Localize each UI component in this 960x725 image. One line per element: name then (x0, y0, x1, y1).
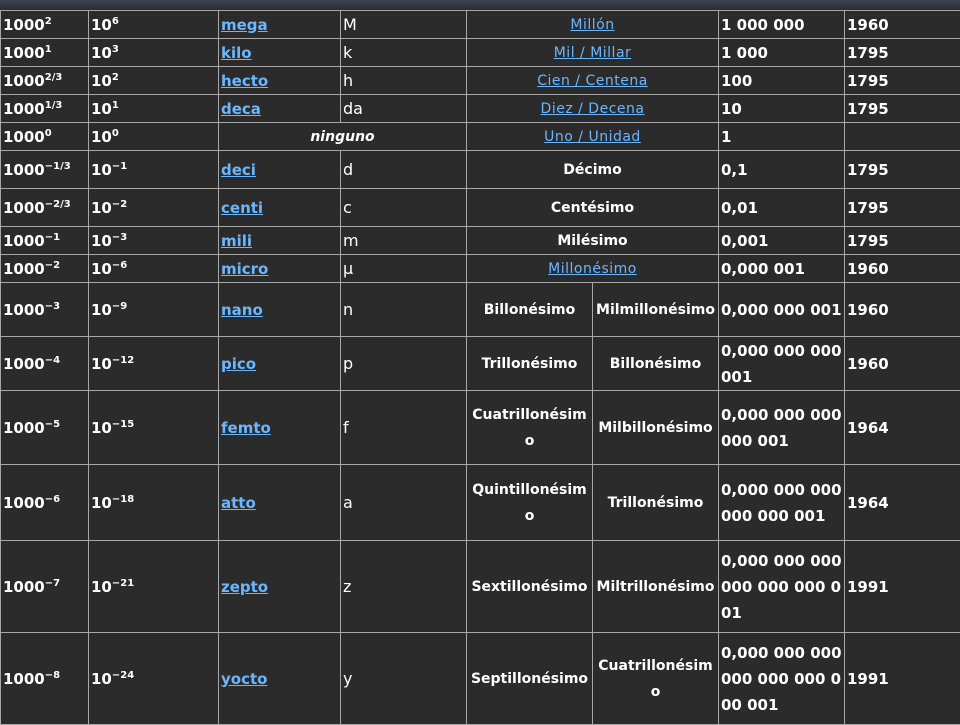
base-1000-cell (1, 189, 89, 227)
base-number: 1000 (3, 100, 45, 118)
prefix-link[interactable]: mega (221, 16, 268, 34)
prefix-link[interactable]: zepto (221, 578, 268, 596)
long-scale-cell: Milmillonésimo (593, 283, 719, 337)
decimal-value-cell: 10 (719, 95, 845, 123)
prefix-cell (219, 11, 341, 39)
prefix-link[interactable]: hecto (221, 72, 268, 90)
symbol-cell: da (341, 95, 467, 123)
power-exponent: −2 (112, 199, 127, 210)
base-1000-cell (1, 541, 89, 633)
short-scale-cell (467, 255, 719, 283)
prefix-link[interactable]: nano (221, 301, 263, 319)
table-row (1, 123, 960, 151)
short-scale-cell (467, 465, 593, 541)
top-bar (0, 0, 960, 10)
short-scale-cell (467, 337, 593, 391)
base-1000-cell (1, 227, 89, 255)
decimal-value-cell: 0,000 000 000 000 000 000 000 001 (719, 633, 845, 725)
prefix-cell (219, 95, 341, 123)
prefix-cell (219, 633, 341, 725)
power-exponent: −3 (112, 232, 127, 243)
table-row (1, 189, 960, 227)
base-exponent: −6 (45, 494, 60, 505)
base-exponent: −8 (45, 670, 60, 681)
short-scale-cell (467, 123, 719, 151)
base-number: 1000 (3, 199, 45, 217)
power-of-ten-cell (89, 391, 219, 465)
power-base: 10 (91, 578, 112, 596)
short-scale-link[interactable]: Diez / Decena (541, 101, 645, 117)
prefix-cell (219, 541, 341, 633)
base-1000-cell (1, 123, 89, 151)
adoption-year-cell: 1991 (845, 541, 960, 633)
base-exponent: 2/3 (45, 72, 63, 83)
short-scale-cell (467, 189, 719, 227)
adoption-year-cell: 1795 (845, 151, 960, 189)
table-row (1, 391, 960, 465)
prefix-cell (219, 283, 341, 337)
prefix-cell (219, 391, 341, 465)
long-scale-cell: Cuatrillonésimo (593, 633, 719, 725)
base-number: 1000 (3, 670, 45, 688)
table-row (1, 633, 960, 725)
power-exponent: −21 (112, 578, 134, 589)
base-exponent: −3 (45, 301, 60, 312)
decimal-value-cell: 1 (719, 123, 845, 151)
power-base: 10 (91, 72, 112, 90)
power-of-ten-cell (89, 255, 219, 283)
power-of-ten-cell (89, 151, 219, 189)
adoption-year-cell: 1991 (845, 633, 960, 725)
prefix-cell (219, 337, 341, 391)
prefix-link[interactable]: deca (221, 100, 261, 118)
long-scale-cell: Trillonésimo (593, 465, 719, 541)
power-of-ten-cell (89, 541, 219, 633)
prefix-link[interactable]: yocto (221, 670, 267, 688)
power-of-ten-cell (89, 337, 219, 391)
symbol-cell: d (341, 151, 467, 189)
decimal-value-cell: 100 (719, 67, 845, 95)
power-exponent: −12 (112, 355, 134, 366)
power-of-ten-cell (89, 11, 219, 39)
base-exponent: −2 (45, 260, 60, 271)
power-exponent: 0 (112, 128, 119, 139)
decimal-value-cell: 0,000 001 (719, 255, 845, 283)
table-row (1, 11, 960, 39)
adoption-year-cell: 1795 (845, 39, 960, 67)
power-base: 10 (91, 670, 112, 688)
short-scale-cell (467, 95, 719, 123)
base-1000-cell (1, 465, 89, 541)
short-scale-name: Septillonésimo (471, 671, 588, 687)
power-exponent: 3 (112, 44, 119, 55)
symbol-cell: y (341, 633, 467, 725)
decimal-value-cell: 0,000 000 000 000 000 000 001 (719, 541, 845, 633)
short-scale-name: Milésimo (557, 233, 627, 249)
short-scale-name: Billonésimo (484, 302, 576, 318)
prefix-cell (219, 39, 341, 67)
short-scale-cell (467, 227, 719, 255)
base-number: 1000 (3, 44, 45, 62)
table-row (1, 337, 960, 391)
power-of-ten-cell (89, 633, 219, 725)
power-exponent: 2 (112, 72, 119, 83)
long-scale-cell: Miltrillonésimo (593, 541, 719, 633)
power-of-ten-cell (89, 227, 219, 255)
power-exponent: 6 (112, 16, 119, 27)
prefix-cell (219, 67, 341, 95)
short-scale-link[interactable]: Mil / Millar (554, 45, 632, 61)
symbol-cell: k (341, 39, 467, 67)
adoption-year-cell: 1795 (845, 67, 960, 95)
decimal-value-cell: 1 000 000 (719, 11, 845, 39)
decimal-value-cell: 0,000 000 001 (719, 283, 845, 337)
power-base: 10 (91, 128, 112, 146)
decimal-value-cell: 0,000 000 000 001 (719, 337, 845, 391)
table-row (1, 67, 960, 95)
symbol-cell: z (341, 541, 467, 633)
decimal-value-cell: 1 000 (719, 39, 845, 67)
power-base: 10 (91, 16, 112, 34)
base-number: 1000 (3, 72, 45, 90)
power-exponent: −24 (112, 670, 134, 681)
power-base: 10 (91, 199, 112, 217)
base-exponent: 1 (45, 44, 52, 55)
decimal-value-cell: 0,1 (719, 151, 845, 189)
power-base: 10 (91, 232, 112, 250)
power-base: 10 (91, 161, 112, 179)
table-row (1, 465, 960, 541)
power-exponent: −18 (112, 494, 134, 505)
prefix-link[interactable]: femto (221, 419, 271, 437)
base-number: 1000 (3, 301, 45, 319)
short-scale-name: Cuatrillonésimo (472, 407, 586, 449)
short-scale-name: Décimo (563, 162, 621, 178)
si-prefix-table (0, 10, 960, 725)
base-exponent: −7 (45, 578, 60, 589)
adoption-year-cell (845, 123, 960, 151)
power-of-ten-cell (89, 465, 219, 541)
short-scale-cell (467, 151, 719, 189)
power-exponent: −9 (112, 301, 127, 312)
table-row (1, 541, 960, 633)
short-scale-name: Quintillonésimo (472, 482, 587, 524)
power-of-ten-cell (89, 189, 219, 227)
short-scale-cell (467, 391, 593, 465)
base-number: 1000 (3, 232, 45, 250)
base-exponent: −5 (45, 419, 60, 430)
table-row (1, 227, 960, 255)
short-scale-cell (467, 11, 719, 39)
decimal-value-cell: 0,000 000 000 000 001 (719, 391, 845, 465)
symbol-cell: f (341, 391, 467, 465)
prefix-link[interactable]: kilo (221, 44, 252, 62)
table-row (1, 39, 960, 67)
short-scale-name: Sextillonésimo (471, 579, 587, 595)
power-of-ten-cell (89, 39, 219, 67)
base-exponent: −1 (45, 232, 60, 243)
table-row (1, 95, 960, 123)
table-row (1, 255, 960, 283)
prefix-cell (219, 227, 341, 255)
base-1000-cell (1, 67, 89, 95)
decimal-value-cell: 0,01 (719, 189, 845, 227)
base-1000-cell (1, 39, 89, 67)
adoption-year-cell: 1960 (845, 255, 960, 283)
no-prefix-cell: ninguno (219, 123, 467, 151)
base-number: 1000 (3, 419, 45, 437)
base-1000-cell (1, 337, 89, 391)
prefix-cell (219, 255, 341, 283)
table-body (1, 11, 960, 725)
table-row (1, 151, 960, 189)
short-scale-name: Trillonésimo (482, 356, 578, 372)
decimal-value-cell: 0,000 000 000 000 000 001 (719, 465, 845, 541)
power-base: 10 (91, 100, 112, 118)
power-base: 10 (91, 419, 112, 437)
base-number: 1000 (3, 128, 45, 146)
power-exponent: 1 (112, 100, 119, 111)
base-number: 1000 (3, 578, 45, 596)
base-1000-cell (1, 633, 89, 725)
adoption-year-cell: 1960 (845, 11, 960, 39)
short-scale-cell (467, 633, 593, 725)
prefix-cell (219, 151, 341, 189)
symbol-cell: µ (341, 255, 467, 283)
base-number: 1000 (3, 16, 45, 34)
prefix-link[interactable]: micro (221, 260, 268, 278)
power-of-ten-cell (89, 95, 219, 123)
power-of-ten-cell (89, 123, 219, 151)
short-scale-cell (467, 67, 719, 95)
symbol-cell: M (341, 11, 467, 39)
power-base: 10 (91, 260, 112, 278)
power-exponent: −1 (112, 161, 127, 172)
symbol-cell: n (341, 283, 467, 337)
prefix-link[interactable]: deci (221, 161, 256, 179)
short-scale-cell (467, 541, 593, 633)
power-base: 10 (91, 44, 112, 62)
adoption-year-cell: 1795 (845, 227, 960, 255)
base-1000-cell (1, 95, 89, 123)
table-row (1, 283, 960, 337)
long-scale-cell: Milbillonésimo (593, 391, 719, 465)
base-1000-cell (1, 283, 89, 337)
long-scale-cell: Billonésimo (593, 337, 719, 391)
symbol-cell: c (341, 189, 467, 227)
symbol-cell: h (341, 67, 467, 95)
base-exponent: 0 (45, 128, 52, 139)
symbol-cell: a (341, 465, 467, 541)
prefix-link[interactable]: atto (221, 494, 256, 512)
base-exponent: 1/3 (45, 100, 63, 111)
prefix-cell (219, 465, 341, 541)
prefix-link[interactable]: mili (221, 232, 252, 250)
prefix-link[interactable]: centi (221, 199, 263, 217)
base-number: 1000 (3, 161, 45, 179)
power-of-ten-cell (89, 67, 219, 95)
short-scale-link[interactable]: Uno / Unidad (544, 129, 641, 145)
base-exponent: −4 (45, 355, 60, 366)
decimal-value-cell: 0,001 (719, 227, 845, 255)
base-1000-cell (1, 151, 89, 189)
symbol-cell: p (341, 337, 467, 391)
base-number: 1000 (3, 494, 45, 512)
short-scale-cell (467, 39, 719, 67)
prefix-link[interactable]: pico (221, 355, 256, 373)
adoption-year-cell: 1960 (845, 283, 960, 337)
adoption-year-cell: 1964 (845, 391, 960, 465)
adoption-year-cell: 1964 (845, 465, 960, 541)
adoption-year-cell: 1960 (845, 337, 960, 391)
base-1000-cell (1, 11, 89, 39)
power-exponent: −15 (112, 419, 134, 430)
power-exponent: −6 (112, 260, 127, 271)
power-base: 10 (91, 355, 112, 373)
base-1000-cell (1, 255, 89, 283)
base-number: 1000 (3, 355, 45, 373)
symbol-cell: m (341, 227, 467, 255)
base-number: 1000 (3, 260, 45, 278)
adoption-year-cell: 1795 (845, 95, 960, 123)
power-base: 10 (91, 301, 112, 319)
short-scale-cell (467, 283, 593, 337)
power-base: 10 (91, 494, 112, 512)
power-of-ten-cell (89, 283, 219, 337)
prefix-cell (219, 189, 341, 227)
adoption-year-cell: 1795 (845, 189, 960, 227)
short-scale-name: Centésimo (551, 200, 634, 216)
base-exponent: −2/3 (45, 199, 71, 210)
short-scale-link[interactable]: Cien / Centena (537, 73, 648, 89)
base-1000-cell (1, 391, 89, 465)
short-scale-link[interactable]: Millón (570, 17, 614, 33)
base-exponent: −1/3 (45, 161, 71, 172)
base-exponent: 2 (45, 16, 52, 27)
short-scale-link[interactable]: Millonésimo (548, 261, 637, 277)
